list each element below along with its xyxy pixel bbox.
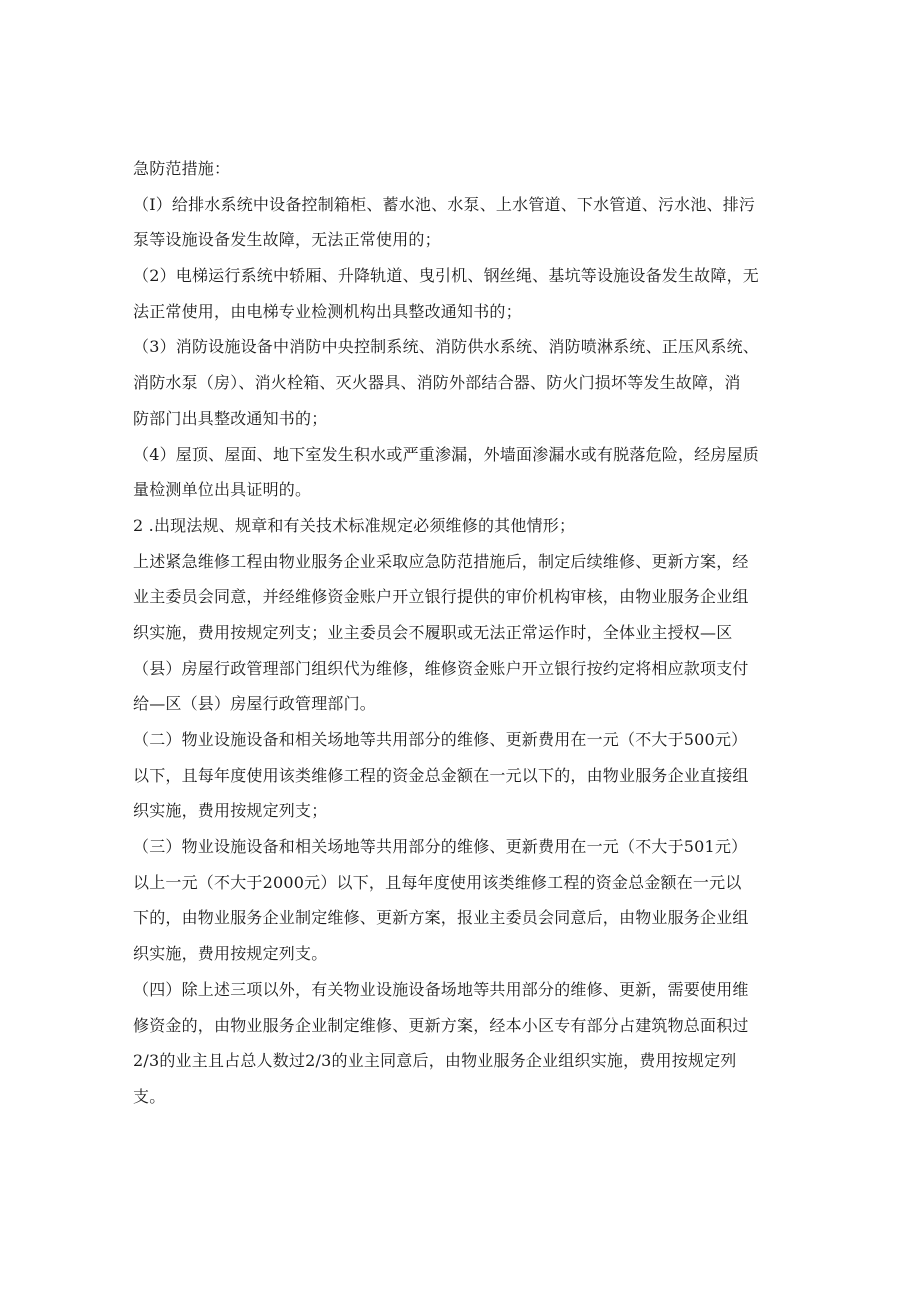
text-line: 修资金的，由物业服务企业制定维修、更新方案，经本小区专有部分占建筑物总面积过: [133, 1015, 749, 1035]
text-line: （四）除上述三项以外，有关物业设施设备场地等共用部分的维修、更新，需要使用维: [133, 979, 749, 999]
text-line: 业主委员会同意，并经维修资金账户开立银行提供的审价机构审核，由物业服务企业组: [133, 587, 749, 607]
text-line: 以下，且每年度使用该类维修工程的资金总金额在一元以下的，由物业服务企业直接组: [133, 765, 749, 785]
text-line: （3）消防设施设备中消防中央控制系统、消防供水系统、消防喷淋系统、正压风系统、: [133, 337, 759, 357]
text-line: 以上一元（不大于2000元）以下，且每年度使用该类维修工程的资金总金额在一元以: [133, 872, 742, 892]
text-line: （I）给排水系统中设备控制箱柜、蓄水池、水泵、上水管道、下水管道、污水池、排污: [133, 194, 756, 214]
text-line: 消防水泵（房）、消火栓箱、灭火器具、消防外部结合器、防火门损坏等发生故障，消: [133, 373, 741, 393]
text-line: 量检测单位出具证明的。: [133, 480, 312, 500]
text-line: 织实施，费用按规定列支。: [133, 944, 328, 964]
text-line: 上述紧急维修工程由物业服务企业采取应急防范措施后，制定后续维修、更新方案，经: [133, 551, 749, 571]
text-line: （4）屋顶、屋面、地下室发生积水或严重渗漏，外墙面渗漏水或有脱落危险，经房屋质: [133, 444, 759, 464]
text-line: 泵等设施设备发生故障，无法正常使用的；: [133, 230, 441, 250]
text-line: 下的，由物业服务企业制定维修、更新方案，报业主委员会同意后，由物业服务企业组: [133, 908, 749, 928]
text-line: 织实施，费用按规定列支；: [133, 801, 328, 821]
text-line: 2/3的业主且占总人数过2/3的业主同意后，由物业服务企业组织实施，费用按规定列: [133, 1051, 737, 1071]
text-line: 防部门出具整改通知书的；: [133, 408, 328, 428]
document-body: [133, 151, 798, 1115]
text-line: 织实施，费用按规定列支；业主委员会不履职或无法正常运作时，全体业主授权—区: [133, 622, 733, 642]
text-line: 2 .出现法规、规章和有关技术标准规定必须维修的其他情形；: [133, 515, 576, 535]
text-line: 给—区（县）房屋行政管理部门。: [133, 694, 377, 714]
text-line: 支。: [133, 1086, 166, 1106]
text-line: 急防范措施：: [133, 159, 231, 178]
text-line: （二）物业设施设备和相关场地等共用部分的维修、更新费用在一元（不大于500元）: [133, 730, 748, 749]
text-line: （县）房屋行政管理部门组织代为维修，维修资金账户开立银行按约定将相应款项支付: [133, 658, 749, 678]
text-line: （三）物业设施设备和相关场地等共用部分的维修、更新费用在一元（不大于501元）: [133, 837, 748, 857]
text-line: （2）电梯运行系统中轿厢、升降轨道、曳引机、钢丝绳、基坑等设施设备发生故障，无: [133, 266, 759, 286]
text-line: 法正常使用，由电梯专业检测机构出具整改通知书的；: [133, 301, 522, 321]
